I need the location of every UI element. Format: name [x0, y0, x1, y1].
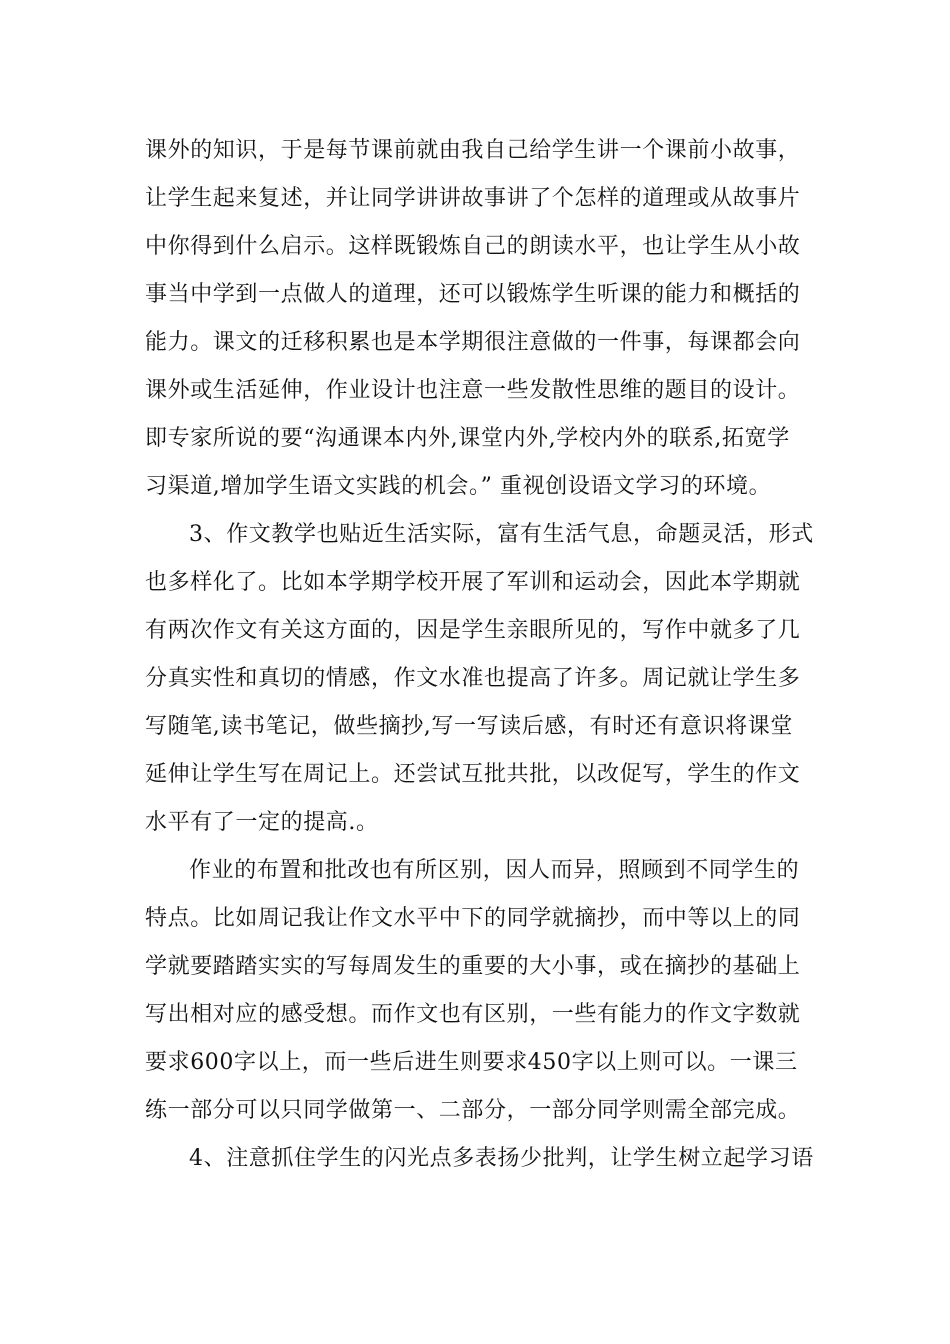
paragraph-start-line: 3、作文教学也贴近生活实际，富有生活气息，命题灵活，形式	[189, 522, 814, 547]
text-line: 水平有了一定的提高.。	[145, 810, 379, 835]
body-text	[145, 127, 815, 1183]
text-line: 学就要踏踏实实的写每周发生的重要的大小事，或在摘抄的基础上	[145, 954, 801, 979]
paragraph-start-line: 作业的布置和批改也有所区别，因人而异，照顾到不同学生的	[189, 858, 800, 883]
text-line: 写随笔,读书笔记，做些摘抄,写一写读后感，有时还有意识将课堂	[145, 714, 793, 739]
text-line: 能力。课文的迁移积累也是本学期很注意做的一件事，每课都会向	[145, 330, 801, 355]
text-line: 练一部分可以只同学做第一、二部分，一部分同学则需全部完成。	[145, 1098, 801, 1123]
text-line: 有两次作文有关这方面的，因是学生亲眼所见的，写作中就多了几	[145, 618, 801, 643]
text-line: 即专家所说的要“沟通课本内外,课堂内外,学校内外的联系,拓宽学	[145, 426, 790, 451]
text-line: 习渠道,增加学生语文实践的机会。” 重视创设语文学习的环境。	[145, 474, 772, 499]
text-line: 让学生起来复述，并让同学讲讲故事讲了个怎样的道理或从故事片	[145, 186, 801, 211]
text-line: 中你得到什么启示。这样既锻炼自己的朗读水平，也让学生从小故	[145, 234, 801, 259]
text-line: 课外的知识，于是每节课前就由我自己给学生讲一个课前小故事，	[145, 138, 801, 163]
text-line: 分真实性和真切的情感，作文水准也提高了许多。周记就让学生多	[145, 666, 801, 691]
text-line: 特点。比如周记我让作文水平中下的同学就摘抄，而中等以上的同	[145, 906, 801, 931]
text-line: 课外或生活延伸，作业设计也注意一些发散性思维的题目的设计。	[145, 378, 801, 403]
text-line: 也多样化了。比如本学期学校开展了军训和运动会，因此本学期就	[145, 570, 801, 595]
text-line: 要求600字以上，而一些后进生则要求450字以上则可以。一课三	[145, 1050, 798, 1075]
text-line: 延伸让学生写在周记上。还尝试互批共批，以改促写，学生的作文	[145, 762, 801, 787]
text-line: 写出相对应的感受想。而作文也有区别，一些有能力的作文字数就	[145, 1002, 801, 1027]
text-line: 事当中学到一点做人的道理，还可以锻炼学生听课的能力和概括的	[145, 282, 801, 307]
paragraph-start-line: 4、注意抓住学生的闪光点多表扬少批判，让学生树立起学习语	[189, 1146, 814, 1171]
